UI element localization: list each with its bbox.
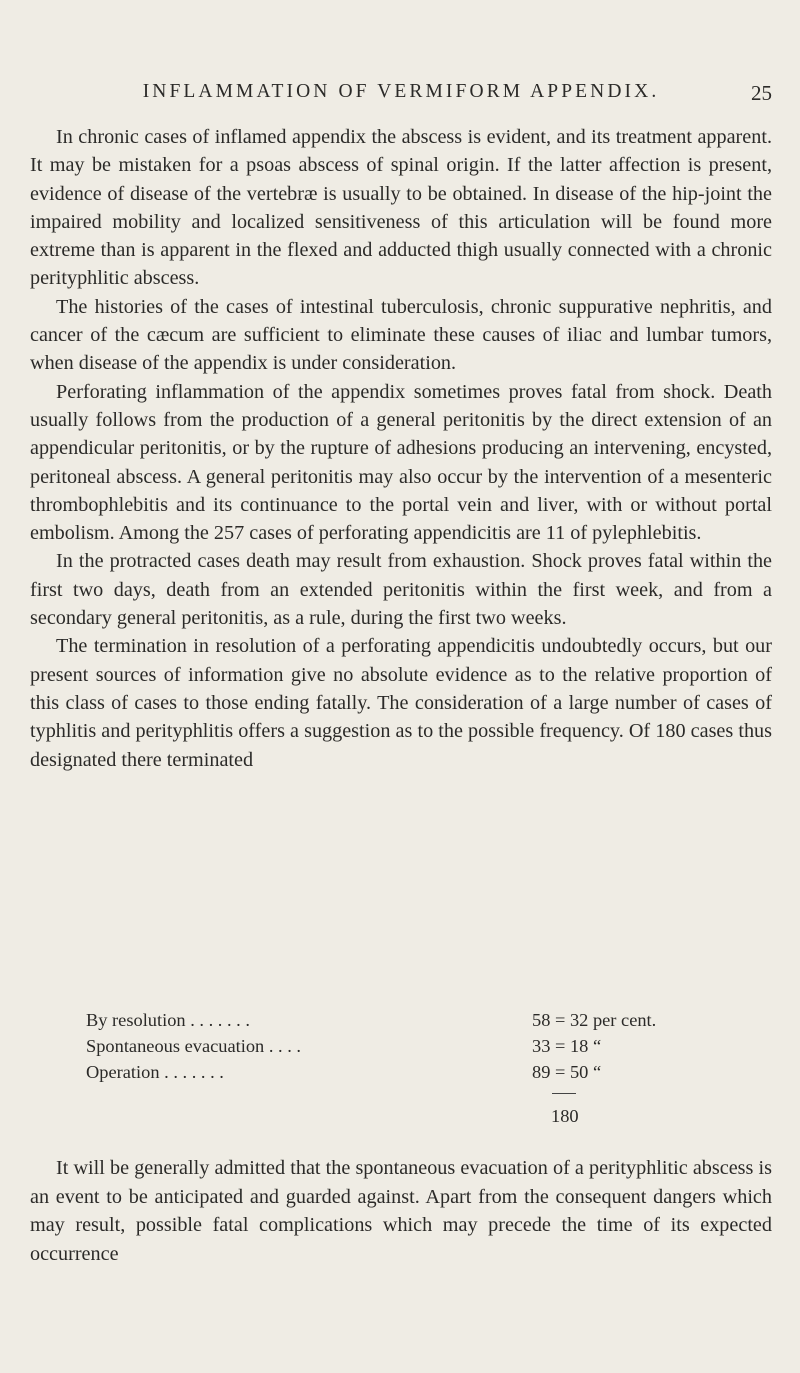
- book-page: [30, 0, 772, 1373]
- paragraph-protracted-cases: In the protracted cases death may result from exhaustion. Shock proves fatal within the first two days, death from an extended peritonitis within the first week, and from a secondary general peritonitis, as a rule, during the first two weeks.: [30, 550, 772, 630]
- paragraph-perforating-inflammation: Perforating inflammation of the appendix sometimes proves fatal from shock. Death usually follows from the production of a general peritonitis by the direct extension of an appendicular peritonitis, or by the rupture of adhesions producing an intervening, encysted, peritoneal abscess. A general peritonitis may also occur by the intervention of a mesenteric thrombophlebitis and its continuance to the portal vein and liver, with or without portal embolism. Among the 257 cases of perforating appendicitis are 11 of pylephlebitis.: [30, 380, 772, 545]
- table-row: [86, 1059, 726, 1085]
- outcomes-table: [86, 1007, 726, 1126]
- paragraph-histories: The histories of the cases of intestinal tuberculosis, chronic suppurative nephritis, and cancer of the cæcum are sufficient to eliminate these causes of iliac and lumbar tumors, when disease of the appendix is under consideration.: [30, 295, 772, 375]
- body-text: [30, 123, 772, 774]
- table-row: [86, 1033, 726, 1059]
- row-label: Operation . . . . . . .: [86, 1062, 224, 1082]
- row-value: 58 = 32 per cent.: [532, 1010, 657, 1030]
- row-value: 33 = 18 “: [532, 1036, 602, 1056]
- running-title: INFLAMMATION OF VERMIFORM APPENDIX.: [142, 81, 660, 102]
- table-row: [86, 1007, 726, 1033]
- row-label: By resolution . . . . . . .: [86, 1010, 250, 1030]
- table-total: 180: [551, 1106, 579, 1126]
- running-head: [30, 81, 772, 121]
- paragraph-chronic-cases: In chronic cases of inflamed appendix the abscess is evident, and its treatment apparent. It may be mistaken for a psoas abscess of spinal origin. If the latter affection is present, evidence of disease of the vertebræ is usually to be obtained. In disease of the hip-joint the impaired mobility and localized sensitiveness of this articulation will be found more extreme than is apparent in the flexed and adducted thigh usually connected with a chronic perityphlitic abscess.: [30, 126, 772, 290]
- page-number: 25: [751, 81, 772, 105]
- paragraph-closing: It will be generally admitted that the spontaneous evacuation of a perityphlitic abscess is an event to be anticipated and guarded against. Apart from the consequent dangers which may result, possible fatal complications which may precede the time of its expected occurrence: [30, 1157, 772, 1265]
- row-value: 89 = 50 “: [532, 1062, 602, 1082]
- closing-text: [30, 1154, 772, 1268]
- paragraph-termination: The termination in resolution of a perforating appendicitis undoubtedly occurs, but our present sources of information give no absolute evidence as to the relative proportion of this class of cases to those ending fatally. The consideration of a large number of cases of typhlitis and perityphlitis offers a suggestion as to the possible frequency. Of 180 cases thus designated there terminated: [30, 635, 772, 771]
- row-label: Spontaneous evacuation . . . .: [86, 1036, 302, 1056]
- sum-rule: [552, 1093, 576, 1094]
